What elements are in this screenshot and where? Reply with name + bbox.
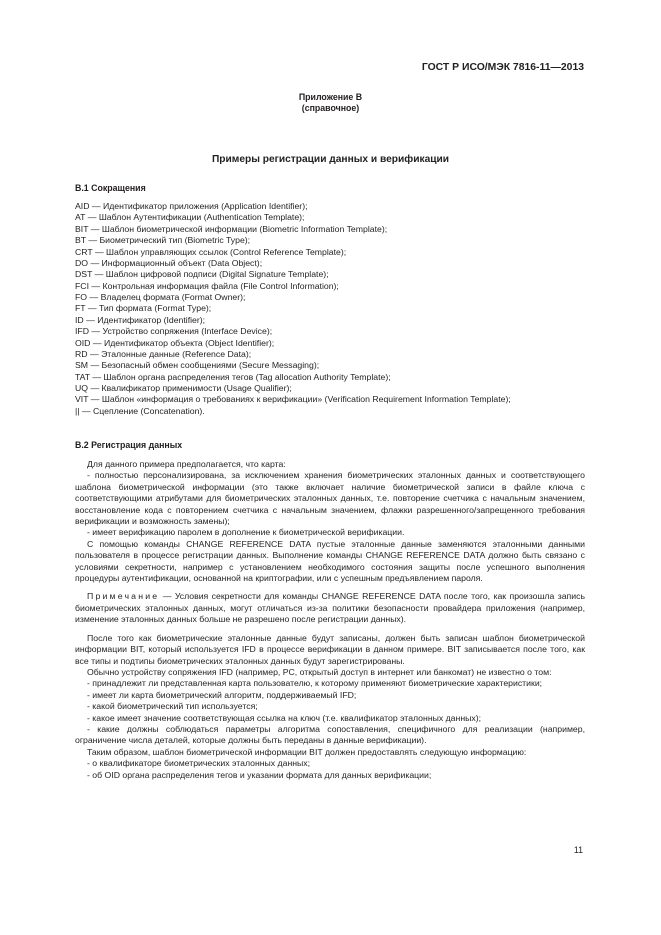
abbreviation-item: || — Сцепление (Concatenation). — [75, 405, 205, 416]
abbreviation-item: IFD — Устройство сопряжения (Interface Device); — [75, 326, 273, 337]
abbreviation-item: FCI — Контрольная информация файла (File Control Information); — [75, 280, 339, 291]
abbreviation-item: TAT — Шаблон органа распределения тегов (Tag allocation Authority Template); — [75, 371, 391, 382]
paragraph: - об OID органа распределения тегов и указании формата для данных верификации; — [87, 769, 432, 780]
paragraph: Таким образом, шаблон биометрической информации BIT должен предоставлять следующую информацию: — [87, 746, 527, 757]
page-title: Примеры регистрации данных и верификации — [211, 154, 450, 165]
paragraph: После того как биометрические эталонные данные будут записаны, должен быть записан шаблон биометрической информации BIT, который используется IFD в процессе верификации в данном примере. BIT записывается после того, как все типы и подтипы биометрических эталонных данных будут зарегистрированы. — [75, 632, 585, 666]
paragraph: - принадлежит ли представленная карта пользователю, к которому применяют биометрические характеристики; — [87, 678, 543, 689]
note-text: — Условия секретности для команды CHANGE REFERENCE DATA после того, как произошла запись биометрических эталонных данных, могут отличаться из-за политики безопасности провайдера приложения (например, изменение эталонных данных больше не разрешено после регистрации данных). — [75, 591, 585, 625]
paragraph: С помощью команды CHANGE REFERENCE DATA пустые эталонные данные заменяются эталонными данными пользователя в процессе регистрации данных. Выполнение команды CHANGE REFERENCE DATA должно быть связано с условиями секретности, например с установлением необходимого состояния защиты после успешного выполнения процедуры аутентификации, основанной на криптографии, или с успешным предъявлением пароля. — [75, 538, 585, 584]
section-heading-b1: В.1 Сокращения — [75, 183, 146, 193]
paragraph: - какой биометрический тип используется; — [87, 701, 258, 712]
abbreviation-item: OID — Идентификатор объекта (Object Identifier); — [75, 337, 275, 348]
paragraph: - полностью персонализирована, за исключением хранения биометрических эталонных данных и соответствующего шаблона биометрической информации (это также включает наличие биометрической записи в файле ключа с соответствующими атрибутами для биометрических эталонных данных, т.е. повторение счетчика с начальным значением, восстановление кода с повторением счетчика с начальным значением, флажки разрешенного/запрещенного требования верификации и возможность замены); — [75, 470, 585, 527]
paragraph: - о квалификаторе биометрических эталонных данных; — [87, 758, 311, 769]
document-header: ГОСТ Р ИСО/МЭК 7816-11—2013 — [421, 62, 584, 73]
paragraph: Обычно устройству сопряжения IFD (например, PC, открытый доступ в интернет или банкомат) не известно о том: — [87, 666, 552, 677]
abbreviation-item: RD — Эталонные данные (Reference Data); — [75, 348, 252, 359]
abbreviation-item: DO — Информационный объект (Data Object); — [75, 257, 263, 268]
abbreviation-item: CRT — Шаблон управляющих ссылок (Control Reference Template); — [75, 246, 347, 257]
abbreviation-item: FT — Тип формата (Format Type); — [75, 303, 212, 314]
paragraph: - какое имеет значение соответствующая ссылка на ключ (т.е. квалификатор эталонных данных); — [87, 712, 482, 723]
abbreviation-item: DST — Шаблон цифровой подписи (Digital Signature Template); — [75, 269, 329, 280]
paragraph: - имеет ли карта биометрический алгоритм, поддерживаемый IFD; — [87, 689, 357, 700]
appendix-heading — [0, 92, 661, 114]
abbreviation-item: BIT — Шаблон биометрической информации (Biometric Information Template); — [75, 223, 388, 234]
abbreviation-item: AID — Идентификатор приложения (Application Identifier); — [75, 201, 308, 211]
paragraph: Для данного примера предполагается, что карта: — [87, 459, 286, 469]
abbreviation-list — [75, 201, 511, 417]
paragraph: - какие должны соблюдаться параметры алгоритма сопоставления, специфичного для реализации (например, ограничение числа деталей, которые должны быть переданы в данные верификации). — [75, 723, 585, 746]
abbreviation-item: ID — Идентификатор (Identifier); — [75, 314, 206, 325]
note — [75, 591, 585, 625]
appendix-subtitle: (справочное) — [301, 103, 360, 114]
abbreviation-item: FO — Владелец формата (Format Owner); — [75, 292, 246, 302]
appendix-title: Приложение В — [298, 92, 363, 102]
abbreviation-item: VIT — Шаблон «информация о требованиях к верификации» (Verification Requirement Information Template); — [75, 394, 511, 405]
section-heading-b2: В.2 Регистрация данных — [75, 440, 183, 450]
page-number: 11 — [573, 845, 583, 855]
paragraph: - имеет верификацию паролем в дополнение к биометрической верификации. — [87, 527, 405, 538]
abbreviation-item: UQ — Квалификатор применимости (Usage Qualifier); — [75, 383, 292, 393]
abbreviation-item: SM — Безопасный обмен сообщениями (Secure Messaging); — [75, 360, 320, 371]
note-label: Примечание — [87, 591, 160, 602]
abbreviation-item: AT — Шаблон Аутентификации (Authentication Template); — [75, 212, 305, 223]
section-body-b2 — [75, 459, 585, 781]
abbreviation-item: BT — Биометрический тип (Biometric Type); — [75, 235, 251, 246]
